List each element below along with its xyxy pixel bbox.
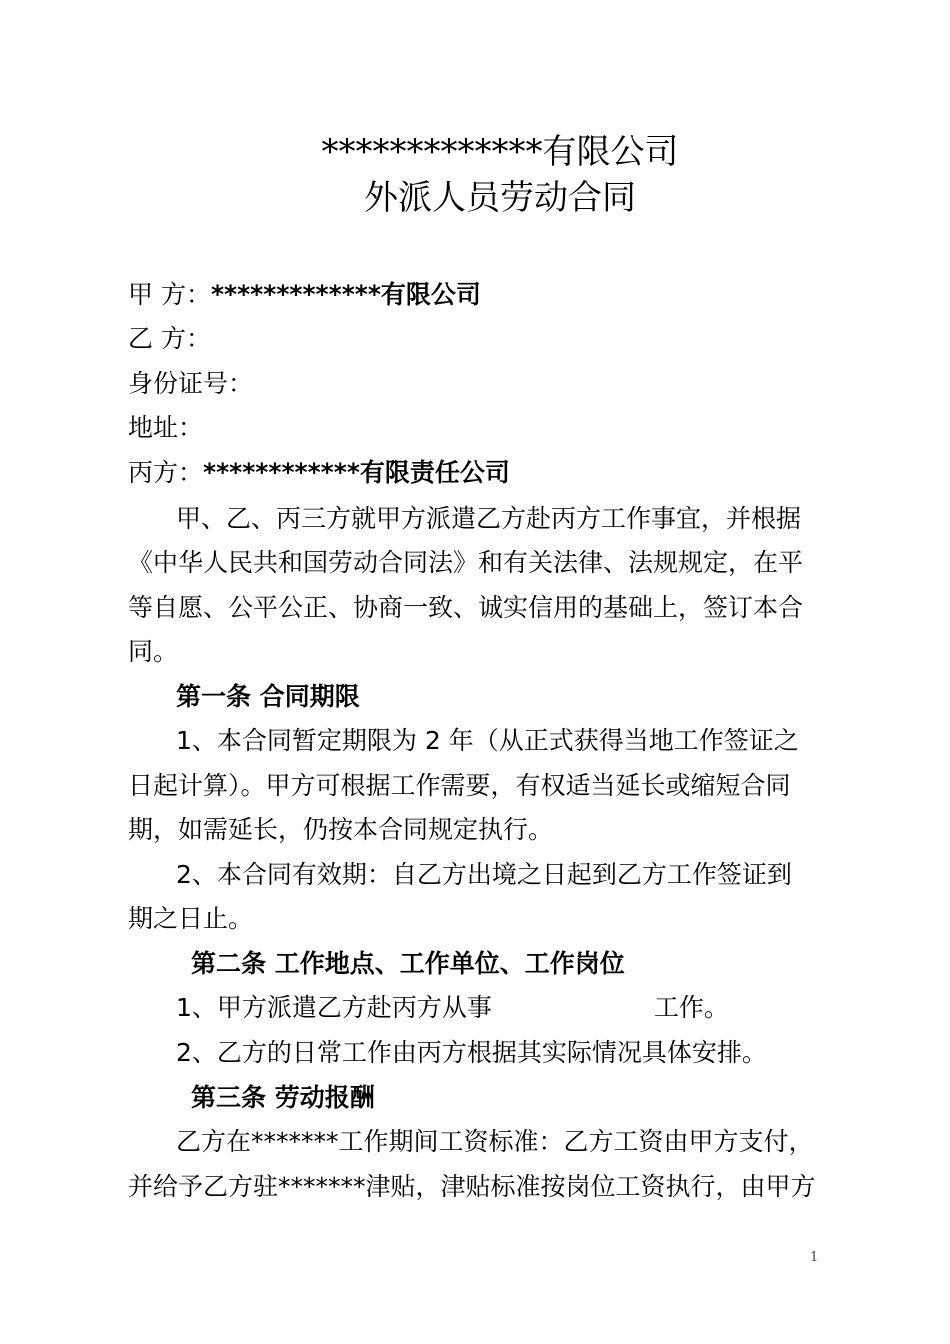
preamble-line-4: 同。 xyxy=(128,637,179,666)
article-3-p1-line-2: 并给予乙方驻*******津贴，津贴标准按岗位工资执行，由甲方 xyxy=(128,1172,816,1201)
preamble-line-3: 等自愿、公平公正、协商一致、诚实信用的基础上，签订本合 xyxy=(128,593,804,622)
party-a-value: *************有限公司 xyxy=(210,280,481,309)
party-c-line xyxy=(128,455,510,491)
preamble-line-1: 甲、乙、丙三方就甲方派遣乙方赴丙方工作事宜，并根据 xyxy=(176,504,802,533)
page-number: 1 xyxy=(810,1250,819,1265)
title-contract: 外派人员劳动合同 xyxy=(364,178,636,218)
article-2-p2: 2、乙方的日常工作由丙方根据其实际情况具体安排。 xyxy=(176,1038,767,1067)
preamble-line-2: 《中华人民共和国劳动合同法》和有关法律、法规规定，在平 xyxy=(128,548,804,577)
article-3-p1-line-1: 乙方在*******工作期间工资标准：乙方工资由甲方支付， xyxy=(176,1127,814,1156)
article-3-heading: 第三条 劳动报酬 xyxy=(191,1083,375,1112)
party-a-line xyxy=(128,277,481,313)
title-company: *************有限公司 xyxy=(321,132,679,172)
article-2-p1-before: 1、甲方派遣乙方赴丙方从事 xyxy=(176,993,492,1022)
article-1-p2-line-1: 2、本合同有效期：自乙方出境之日起到乙方工作签证到 xyxy=(176,860,792,889)
article-2-heading: 第二条 工作地点、工作单位、工作岗位 xyxy=(191,949,625,978)
party-a-label: 甲 方： xyxy=(128,280,211,309)
article-1-heading: 第一条 合同期限 xyxy=(176,682,360,711)
article-1-p1-line-1: 1、本合同暂定期限为 2 年（从正式获得当地工作签证之 xyxy=(176,726,799,755)
article-2-p1 xyxy=(176,990,729,1026)
party-c-value: ************有限责任公司 xyxy=(203,458,510,487)
party-c-label: 丙方： xyxy=(128,458,204,487)
article-1-p2-line-2: 期之日止。 xyxy=(128,904,254,933)
article-1-p1-line-3: 期，如需延长，仍按本合同规定执行。 xyxy=(128,815,554,844)
address-label: 地址： xyxy=(128,413,204,442)
id-number-label: 身份证号： xyxy=(128,369,254,398)
article-1-p1-line-2: 日起计算）。甲方可根据工作需要，有权适当延长或缩短合同 xyxy=(128,771,791,800)
party-b-label: 乙 方： xyxy=(128,324,211,353)
article-2-p1-after: 工作。 xyxy=(653,993,729,1022)
